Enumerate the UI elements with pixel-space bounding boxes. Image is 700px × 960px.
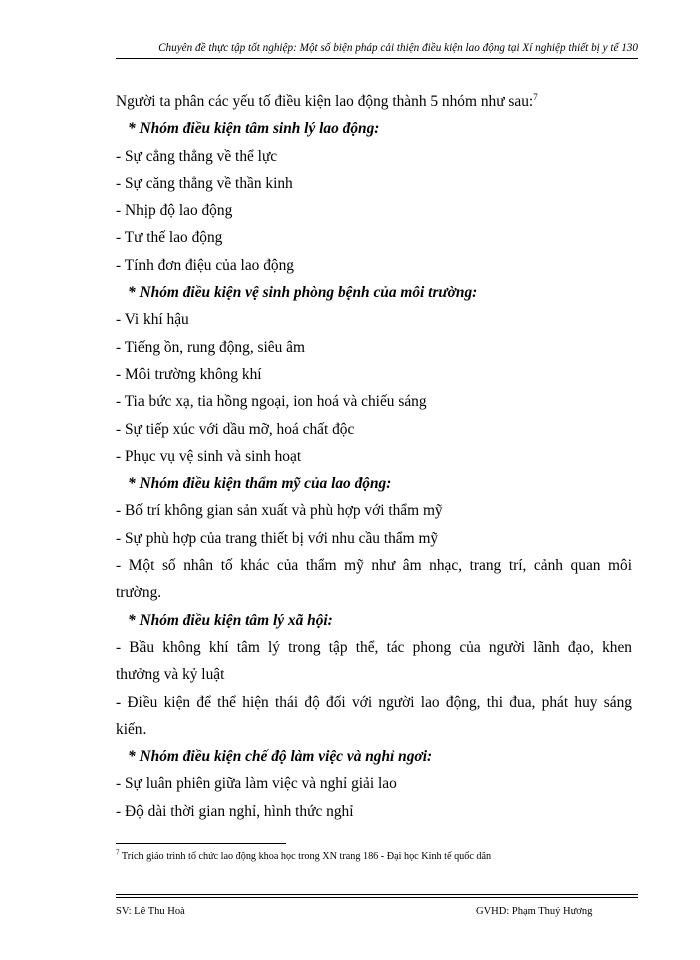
list-item: - Môi trường không khí (116, 365, 262, 383)
list-item: - Tư thế lao động (116, 229, 223, 247)
list-item: - Nhịp độ lao động (116, 202, 233, 220)
footnote-separator (116, 843, 286, 844)
list-item: - Vi khí hậu (116, 311, 189, 329)
list-item: - Sự phù hợp của trang thiết bị với nhu cầu thẩm mỹ (116, 529, 439, 547)
list-item-wrapped-line1: - Một số nhân tố khác của thẩm mỹ như âm nhạc, trang trí, cảnh quan môi (116, 557, 632, 575)
list-item: - Độ dài thời gian nghỉ, hình thức nghỉ (116, 802, 354, 820)
list-item: - Sự cẳng thẳng về thể lực (116, 147, 278, 165)
group-heading-aesthetics: * Nhóm điều kiện thẩm mỹ của lao động: (128, 475, 392, 493)
list-item: - Bố trí không gian sản xuất và phù hợp với thẩm mỹ (116, 502, 443, 520)
group-heading-hygiene: * Nhóm điều kiện vệ sinh phòng bệnh của môi trường: (128, 284, 478, 302)
footer-supervisor: GVHD: Phạm Thuý Hương (476, 906, 593, 917)
list-item: - Tính đơn điệu của lao động (116, 256, 294, 274)
running-header: Chuyên đề thực tập tốt nghiệp: Một số biện pháp cải thiện điều kiện lao động tại Xí nghiệp thiết bị y tế 130 (158, 42, 638, 54)
list-item-wrapped-line1: - Điều kiện để thể hiện thái độ đối với người lao động, thi đua, phát huy sáng (116, 693, 632, 711)
list-item-wrapped-line2: kiến. (116, 720, 147, 738)
header-rule (116, 58, 638, 59)
footer-rule (116, 894, 638, 895)
footer-rule (116, 897, 638, 898)
group-heading-work-rest: * Nhóm điều kiện chế độ làm việc và nghỉ ngơi: (128, 748, 433, 766)
list-item-wrapped-line2: trường. (116, 584, 162, 602)
intro-paragraph (116, 88, 632, 115)
group-heading-social-psychology: * Nhóm điều kiện tâm lý xã hội: (128, 611, 333, 629)
footnote-number: 7 (116, 848, 120, 857)
list-item: - Phục vụ vệ sinh và sinh hoạt (116, 447, 302, 465)
footnote (116, 848, 492, 862)
list-item: - Sự căng thẳng về thần kinh (116, 174, 293, 192)
footnote-reference[interactable]: 7 (533, 91, 538, 102)
group-heading-psychophysiology: * Nhóm điều kiện tâm sinh lý lao động: (128, 120, 380, 138)
list-item-wrapped-line2: thưởng và kỷ luật (116, 666, 225, 684)
list-item: - Tia bức xạ, tia hồng ngoại, ion hoá và chiếu sáng (116, 393, 427, 411)
footnote-text: Trích giáo trình tổ chức lao động khoa học trong XN trang 186 - Đại học Kinh tế quốc dân (119, 851, 492, 862)
list-item: - Sự tiếp xúc với dầu mỡ, hoá chất độc (116, 420, 355, 438)
list-item: - Sự luân phiên giữa làm việc và nghỉ giải lao (116, 775, 397, 793)
intro-text: Người ta phân các yếu tố điều kiện lao động thành 5 nhóm như sau: (116, 93, 534, 110)
list-item: - Tiếng ồn, rung động, siêu âm (116, 338, 305, 356)
page-body (116, 88, 632, 825)
list-item-wrapped-line1: - Bầu không khí tâm lý trong tập thể, tác phong của người lãnh đạo, khen (116, 638, 632, 656)
footer-student: SV: Lê Thu Hoà (116, 906, 185, 917)
